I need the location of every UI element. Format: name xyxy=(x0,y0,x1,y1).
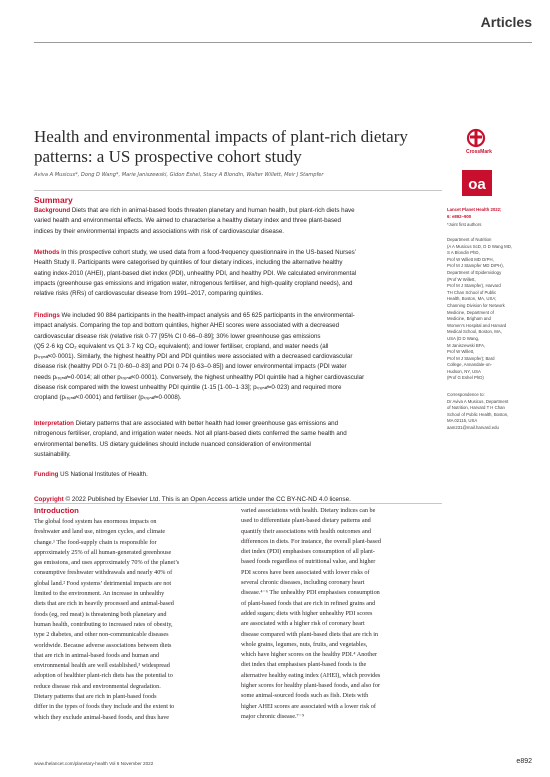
intro-text-line: Dietary patterns that are rich in plant-based foods xyxy=(34,693,157,701)
section-label: Articles xyxy=(480,14,532,30)
affiliation-line: Prof M J Stampfer), Harvard xyxy=(447,283,501,289)
affiliation-line: Department of Epidemiology xyxy=(447,269,502,275)
copyright-text: © 2022 Published by Elsevier Ltd. This is an Open Access article under the CC BY-NC-ND 4.0 license. xyxy=(65,496,351,503)
open-access-label: oa xyxy=(468,176,486,193)
title-line: Health and environmental impacts of plant-rich dietary xyxy=(34,127,408,146)
intro-text-line: diet index (PDI) emphasises consumption of all plant- xyxy=(241,548,375,556)
affiliation-line: Prof W Willett MD DrPH, xyxy=(447,256,494,262)
intro-column-1 xyxy=(34,517,235,723)
intro-text-line: human health, contributing to increased rates of obesity, xyxy=(34,620,173,628)
findings-text: cardiovascular disease risk (relative risk 0·77 [95% CI 0·66–0·89]; 30% lower greenhouse gas emissions xyxy=(34,332,321,340)
findings-text: (Q5 2·6 kg CO₂ equivalent vs Q1 3·7 kg CO₂ equivalent); and lower fertiliser, cropland, and water needs (all xyxy=(34,342,329,350)
affiliation-line: Health, Boston, MA, USA; xyxy=(447,296,497,302)
affiliation-line: S A Blondin PhD, xyxy=(447,250,480,256)
affiliation-line: College, Annandale-on- xyxy=(447,362,492,368)
affiliation-line: M Janiszewski BFA, xyxy=(447,342,486,348)
title-line: patterns: a US prospective cohort study xyxy=(34,147,302,166)
intro-text-line: used to differentiate plant-based dietary patterns and xyxy=(241,517,371,525)
methods-text: Health Study II. Participants were categorised by quintiles of four dietary indices, including the alternative healthy xyxy=(34,259,343,267)
interpretation-label: Interpretation xyxy=(34,420,74,427)
intro-text-line: reduce disease risk and environmental degradation. xyxy=(34,682,161,690)
intro-column-2 xyxy=(241,506,442,722)
intro-text-line: differ in the types of foods they include and the extent to xyxy=(34,703,175,711)
intro-text-line: are associated with a higher risk of coronary heart xyxy=(241,620,365,628)
correspondence-line: of Nutrition, Harvard T H Chan xyxy=(447,405,505,411)
findings-text: disease risk (healthy PDI 0·71 [0·60–0·83] and PDI 0·74 [0·63–0·85]) and lower environmental impacts (PDI water xyxy=(34,363,347,371)
correspondence-line: School of Public Health, Boston, xyxy=(447,411,509,417)
correspondence-label: Correspondence to: xyxy=(447,392,485,397)
intro-text-line: The global food system has enormous impacts on xyxy=(34,518,157,525)
affiliation-line: (A A Musicus ScD, D D Wang MD, xyxy=(447,243,513,249)
affiliation-line: (Prof G Eshel PhD) xyxy=(447,375,484,381)
affiliation-line: Hudson, NY, USA xyxy=(447,368,481,374)
funding-text: US National Institutes of Health. xyxy=(60,471,148,478)
sidebar-affiliations xyxy=(447,237,547,382)
intro-text-line: quantify their associations with health outcomes and xyxy=(241,527,371,535)
divider xyxy=(34,503,442,504)
citation-line: Lancet Planet Health 2022; xyxy=(447,207,502,212)
intro-text-line: disease compared with plant-based diets that are rich in xyxy=(241,630,379,638)
interpretation-text: sustainability. xyxy=(34,450,71,458)
correspondence-line: MA 02115, USA xyxy=(447,418,478,424)
intro-text-line: worldwide. Because adverse associations between diets xyxy=(34,641,172,649)
sidebar-citation xyxy=(447,207,547,229)
affiliation-line: TH Chan School of Public xyxy=(447,289,497,295)
intro-text-line: limited to the environment. An increase in unhealthy xyxy=(34,590,165,598)
intro-text-line: several chronic diseases, including coronary heart xyxy=(241,579,365,587)
intro-text-line: alternative healthy eating index (AHEI), which provides xyxy=(241,671,381,679)
methods-text: eating index-2010 (AHEI), plant-based diet index (PDI), unhealthy PDI, and healthy PDI. We calculated environmental xyxy=(34,269,357,277)
page-number: e892 xyxy=(516,758,532,765)
methods-text: relative risks (RRs) of cardiovascular disease from 1991–2017, comparing quintiles. xyxy=(34,290,264,298)
background-text: indices by their environmental impacts and associations with risk of cardiovascular disease. xyxy=(34,227,285,235)
affiliation-line: Medicine, Brigham and xyxy=(447,316,491,322)
affiliation-line: Medical School, Boston, MA, xyxy=(447,329,502,335)
intro-text-line: freshwater and land use, nitrogen cycles, and climate xyxy=(34,528,166,536)
intro-text-line: differences in diets. For instance, the overall plant-based xyxy=(241,537,381,545)
affiliation-line: Medicine, Department of xyxy=(447,309,494,315)
intro-text-line: foods (eg, red meat) is threatening both planetary and xyxy=(34,610,167,618)
interpretation-text: nitrogenous fertiliser, cropland, and irrigation water needs. Not all plant-based diets conferred the same health and xyxy=(34,430,347,438)
findings-text: disease risk compared with the lowest unhealthy PDI quintile (1·15 [1·00–1·33]; pₜᵣₑₙ𝒹=0·023) and required more xyxy=(34,384,342,392)
affiliation-line: (Prof W Willett, xyxy=(447,276,476,282)
findings-text: pₜᵣₑₙ𝒹<0·0001). Similarly, the highest healthy PDI and PDI quintiles were associated with a decreased cardiovascular xyxy=(34,353,353,361)
header-rule xyxy=(34,42,532,43)
abstract-findings xyxy=(34,311,442,404)
findings-text: needs pₜᵣₑₙ𝒹=0·0014; all other pₜᵣₑₙ𝒹<0·0001). Conversely, the highest unhealthy PDI quintile had a higher cardiovascular xyxy=(34,373,365,381)
intro-text-line: major chronic disease.⁷⁻⁹ xyxy=(241,712,305,720)
abstract-background xyxy=(34,206,442,237)
affiliation-line: Prof W Willett, xyxy=(447,349,475,355)
methods-text: In this prospective cohort study, we used data from a food-frequency questionnaire in the US-based Nurses’ xyxy=(61,249,357,256)
intro-text-line: based foods regardless of nutritional value, and higher xyxy=(241,558,376,566)
intro-text-line: type 2 diabetes, and other non-communicable diseases xyxy=(34,631,169,639)
findings-label: Findings xyxy=(34,312,60,319)
background-text: varied health and environmental effects. We aimed to characterise a healthy dietary index and three plant-based xyxy=(34,217,341,225)
affiliation-line: Women’s Hospital and Harvard xyxy=(447,322,507,328)
intro-text-line: consumptive freshwater withdrawals and nearly 40% of xyxy=(34,569,173,577)
funding-label: Funding xyxy=(34,471,59,478)
intro-text-line: approximately 25% of all human-generated greenhouse xyxy=(34,548,172,556)
affiliation-line: USA (D D Wang, xyxy=(447,335,480,341)
introduction-heading: Introduction xyxy=(34,506,79,515)
intro-text-line: environmental health are well established,³ widespread xyxy=(34,662,170,670)
intro-text-line: which they exclude animal-based foods, and thus have xyxy=(34,713,170,721)
intro-text-line: gas emissions, and uses approximately 70% of the planet’s xyxy=(34,559,180,567)
intro-text-line: change.¹ The food-supply chain is responsible for xyxy=(34,538,157,546)
intro-text-line: that are rich in animal-based foods and human and xyxy=(34,651,160,659)
intro-text-line: whole grains, legumes, nuts, fruits, and vegetables, xyxy=(241,640,368,648)
interpretation-text: environmental benefits. US dietary guidelines should include nuanced consideration of environmental xyxy=(34,440,311,448)
sidebar-correspondence xyxy=(447,392,547,432)
intro-text-line: higher scores for healthy plant-based foods, and also for xyxy=(241,682,381,690)
crossmark-icon[interactable] xyxy=(462,127,498,155)
intro-text-line: some animal-sourced foods such as fish. Diets with xyxy=(241,692,369,700)
intro-text-line: higher AHEI scores are associated with a lower risk of xyxy=(241,702,376,710)
abstract-methods xyxy=(34,248,442,299)
crossmark-label: CrossMark xyxy=(466,149,492,155)
affiliation-line: Prof M J Stampfer MD DrPH), xyxy=(447,263,504,269)
background-text: Diets that are rich in animal-based foods threaten planetary and human health, but plant-rich diets have xyxy=(71,207,355,214)
intro-text-line: diets that are rich in heavily processed and animal-based xyxy=(34,600,174,608)
intro-text-line: adoption of healthier plant-rich diets has the potential to xyxy=(34,672,173,680)
copyright-label: Copyright xyxy=(34,496,64,503)
copyright-line xyxy=(34,496,351,503)
correspondence-line: Dr Aviva A Musicus, Department xyxy=(447,398,509,404)
divider xyxy=(34,190,442,191)
intro-text-line: of plant-based foods that are rich in refined grains and xyxy=(241,599,376,607)
intro-text-line: global land.² Food systems’ detrimental impacts are not xyxy=(34,579,172,587)
findings-text: cropland (pₜᵣₑₙ𝒹<0·0001) and fertiliser (pₜᵣₑₙ𝒹=0·0008). xyxy=(34,394,182,402)
intro-text-line: added sugars; diets with higher unhealthy PDI scores xyxy=(241,609,373,617)
author-list: Aviva A Musicus*, Dong D Wang*, Marie Janiszewski, Gidon Eshel, Stacy A Blondin, Walter Willett, Meir J Stampfer xyxy=(34,172,324,178)
citation-line: 6: e892–900 xyxy=(447,213,472,219)
findings-text: impact analysis. Comparing the top and bottom quintiles, higher AHEI scores were associated with a decreased xyxy=(34,322,340,330)
methods-label: Methods xyxy=(34,249,60,256)
affiliation-line: Department of Nutrition xyxy=(447,237,492,242)
intro-text-line: PDI scores have been associated with lower risks of xyxy=(241,568,370,576)
correspondence-email[interactable]: aam231@mail.harvard.edu xyxy=(447,424,499,430)
affiliation-line: Channing Division for Network xyxy=(447,302,505,308)
findings-text: We included 90 884 participants in the health-impact analysis and 65 625 participants in the environmental- xyxy=(61,312,355,319)
affiliation-line: Prof M J Stampfer); Bard xyxy=(447,355,495,361)
open-access-icon xyxy=(462,170,492,196)
background-label: Background xyxy=(34,207,71,214)
interpretation-text: Dietary patterns that are associated with better health had lower greenhouse gas emissions and xyxy=(75,420,339,427)
abstract-funding xyxy=(34,470,442,480)
summary-heading: Summary xyxy=(34,195,73,205)
joint-first-note: *Joint first authors xyxy=(447,222,482,228)
methods-text: impacts (greenhouse gas emissions and irrigation water, nitrogenous fertiliser, and high-quality cropland needs), and xyxy=(34,279,353,287)
article-title xyxy=(34,127,434,167)
abstract-interpretation xyxy=(34,419,442,460)
intro-text-line: diet index that emphasises plant-based foods is the xyxy=(241,661,367,669)
intro-text-line: varied associations with health. Dietary indices can be xyxy=(241,507,376,514)
intro-text-line: disease.⁴⁻⁶ The unhealthy PDI emphasises consumption xyxy=(241,589,380,597)
intro-text-line: which have higher scores on the healthy PDI.⁴ Another xyxy=(241,651,378,659)
footer-journal: www.thelancet.com/planetary-health Vol 6 November 2022 xyxy=(34,761,154,766)
